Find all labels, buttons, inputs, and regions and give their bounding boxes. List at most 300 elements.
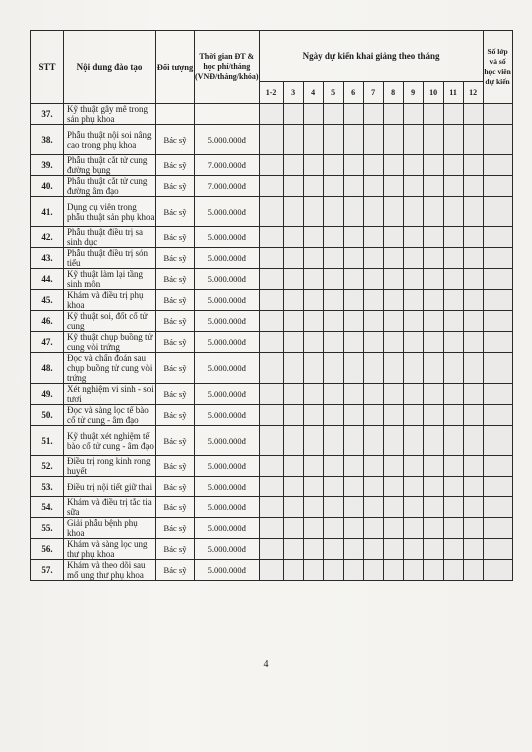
schedule-cell: [383, 104, 403, 125]
schedule-cell: [383, 477, 403, 497]
row-target: Bác sỹ: [156, 311, 195, 332]
row-target: Bác sỹ: [156, 560, 195, 581]
schedule-cell: [443, 125, 463, 155]
row-content: Đọc và sàng lọc tế bào cổ tử cung - âm đạo: [64, 405, 156, 426]
schedule-cell: [443, 560, 463, 581]
schedule-cell: [303, 539, 323, 560]
schedule-cell: [463, 290, 483, 311]
schedule-cell: [423, 176, 443, 197]
row-number: 54.: [31, 497, 64, 518]
schedule-cell: [463, 227, 483, 248]
row-fee: 5.000.000đ: [195, 456, 260, 477]
schedule-cell: [303, 477, 323, 497]
month-header: 10: [423, 82, 443, 104]
month-header: 4: [303, 82, 323, 104]
schedule-cell: [483, 227, 512, 248]
schedule-cell: [303, 176, 323, 197]
schedule-cell: [423, 560, 443, 581]
schedule-cell: [283, 290, 303, 311]
schedule-cell: [283, 125, 303, 155]
row-number: 46.: [31, 311, 64, 332]
schedule-cell: [443, 155, 463, 176]
schedule-header: Ngày dự kiến khai giảng theo tháng: [259, 31, 483, 82]
schedule-cell: [323, 332, 343, 353]
schedule-cell: [259, 197, 283, 227]
row-fee: 5.000.000đ: [195, 497, 260, 518]
schedule-cell: [343, 125, 363, 155]
schedule-cell: [423, 384, 443, 405]
schedule-cell: [259, 353, 283, 384]
schedule-cell: [423, 311, 443, 332]
table-row: [31, 248, 513, 269]
row-number: 55.: [31, 518, 64, 539]
schedule-cell: [343, 539, 363, 560]
table-row: [31, 384, 513, 405]
schedule-cell: [323, 311, 343, 332]
row-target: Bác sỹ: [156, 197, 195, 227]
stt-header: STT: [31, 31, 64, 104]
schedule-cell: [323, 125, 343, 155]
row-content: Khám và theo dõi sau mổ ung thư phụ khoa: [64, 560, 156, 581]
row-target: Bác sỹ: [156, 248, 195, 269]
schedule-cell: [403, 477, 423, 497]
schedule-cell: [259, 227, 283, 248]
row-target: Bác sỹ: [156, 456, 195, 477]
schedule-cell: [403, 405, 423, 426]
schedule-cell: [283, 311, 303, 332]
schedule-cell: [443, 405, 463, 426]
schedule-cell: [463, 456, 483, 477]
schedule-cell: [363, 332, 383, 353]
schedule-cell: [303, 353, 323, 384]
schedule-cell: [283, 248, 303, 269]
schedule-cell: [483, 384, 512, 405]
schedule-cell: [383, 426, 403, 456]
table-row: [31, 269, 513, 290]
schedule-cell: [423, 456, 443, 477]
schedule-cell: [383, 125, 403, 155]
schedule-cell: [343, 227, 363, 248]
schedule-cell: [423, 227, 443, 248]
schedule-cell: [383, 518, 403, 539]
schedule-cell: [283, 353, 303, 384]
schedule-cell: [463, 155, 483, 176]
schedule-cell: [463, 405, 483, 426]
row-number: 51.: [31, 426, 64, 456]
schedule-cell: [403, 539, 423, 560]
row-content: Dụng cụ viên trong phẫu thuật sản phụ khoa: [64, 197, 156, 227]
schedule-cell: [323, 560, 343, 581]
row-number: 37.: [31, 104, 64, 125]
row-fee: 7.000.000đ: [195, 155, 260, 176]
schedule-cell: [403, 497, 423, 518]
schedule-cell: [483, 104, 512, 125]
schedule-cell: [363, 197, 383, 227]
row-target: Bác sỹ: [156, 176, 195, 197]
schedule-cell: [483, 497, 512, 518]
row-fee: 5.000.000đ: [195, 269, 260, 290]
table-row: [31, 456, 513, 477]
schedule-cell: [423, 290, 443, 311]
row-fee: 5.000.000đ: [195, 353, 260, 384]
schedule-cell: [283, 332, 303, 353]
schedule-cell: [259, 104, 283, 125]
schedule-cell: [383, 227, 403, 248]
schedule-cell: [383, 405, 403, 426]
schedule-cell: [323, 155, 343, 176]
row-target: Bác sỹ: [156, 384, 195, 405]
month-header: 6: [343, 82, 363, 104]
row-fee: 5.000.000đ: [195, 384, 260, 405]
schedule-cell: [303, 456, 323, 477]
row-fee: 5.000.000đ: [195, 539, 260, 560]
row-fee: 5.000.000đ: [195, 290, 260, 311]
schedule-cell: [363, 477, 383, 497]
schedule-cell: [343, 104, 363, 125]
schedule-cell: [323, 426, 343, 456]
schedule-cell: [483, 332, 512, 353]
schedule-cell: [443, 539, 463, 560]
schedule-cell: [463, 248, 483, 269]
row-content: Kỹ thuật soi, đốt cổ tử cung: [64, 311, 156, 332]
schedule-cell: [259, 125, 283, 155]
schedule-cell: [423, 269, 443, 290]
schedule-cell: [323, 518, 343, 539]
schedule-cell: [259, 290, 283, 311]
schedule-cell: [323, 197, 343, 227]
row-number: 43.: [31, 248, 64, 269]
row-content: Phẫu thuật cắt tử cung đường bụng: [64, 155, 156, 176]
schedule-cell: [363, 227, 383, 248]
schedule-cell: [463, 497, 483, 518]
schedule-cell: [463, 539, 483, 560]
row-target: Bác sỹ: [156, 227, 195, 248]
table-row: [31, 560, 513, 581]
schedule-cell: [483, 456, 512, 477]
schedule-cell: [259, 456, 283, 477]
schedule-cell: [363, 269, 383, 290]
schedule-cell: [403, 290, 423, 311]
row-number: 48.: [31, 353, 64, 384]
content-header: Nội dung đào tạo: [64, 31, 156, 104]
schedule-cell: [443, 311, 463, 332]
schedule-cell: [363, 405, 383, 426]
schedule-cell: [343, 497, 363, 518]
schedule-cell: [283, 155, 303, 176]
row-number: 38.: [31, 125, 64, 155]
schedule-cell: [483, 269, 512, 290]
row-content: Kỹ thuật làm lại tầng sinh môn: [64, 269, 156, 290]
schedule-cell: [259, 497, 283, 518]
schedule-cell: [283, 497, 303, 518]
schedule-cell: [463, 332, 483, 353]
row-target: Bác sỹ: [156, 518, 195, 539]
row-content: Kỹ thuật xét nghiệm tế bào cổ tử cung - âm đạo: [64, 426, 156, 456]
schedule-cell: [323, 456, 343, 477]
schedule-cell: [403, 560, 423, 581]
month-header: 3: [283, 82, 303, 104]
month-header: 8: [383, 82, 403, 104]
schedule-cell: [443, 176, 463, 197]
row-target: Bác sỹ: [156, 497, 195, 518]
schedule-cell: [483, 248, 512, 269]
schedule-cell: [463, 125, 483, 155]
schedule-cell: [259, 248, 283, 269]
month-header: 5: [323, 82, 343, 104]
row-number: 56.: [31, 539, 64, 560]
schedule-cell: [423, 332, 443, 353]
schedule-cell: [343, 405, 363, 426]
row-number: 52.: [31, 456, 64, 477]
row-content: Khám và sàng lọc ung thư phụ khoa: [64, 539, 156, 560]
schedule-cell: [303, 227, 323, 248]
schedule-cell: [463, 560, 483, 581]
schedule-cell: [343, 197, 363, 227]
schedule-cell: [303, 155, 323, 176]
schedule-cell: [343, 155, 363, 176]
schedule-cell: [283, 539, 303, 560]
schedule-cell: [443, 248, 463, 269]
row-target: Bác sỹ: [156, 426, 195, 456]
schedule-cell: [443, 426, 463, 456]
schedule-cell: [283, 456, 303, 477]
schedule-cell: [383, 269, 403, 290]
schedule-cell: [283, 384, 303, 405]
schedule-cell: [363, 248, 383, 269]
row-target: Bác sỹ: [156, 477, 195, 497]
row-target: [156, 104, 195, 125]
schedule-cell: [343, 176, 363, 197]
schedule-cell: [259, 332, 283, 353]
schedule-cell: [383, 248, 403, 269]
row-target: Bác sỹ: [156, 155, 195, 176]
schedule-cell: [483, 518, 512, 539]
row-content: Kỹ thuật chụp buồng tử cung vòi trứng: [64, 332, 156, 353]
schedule-cell: [423, 197, 443, 227]
row-content: Điều trị nội tiết giữ thai: [64, 477, 156, 497]
schedule-cell: [323, 539, 343, 560]
schedule-cell: [383, 332, 403, 353]
schedule-cell: [443, 332, 463, 353]
schedule-cell: [323, 497, 343, 518]
schedule-cell: [363, 539, 383, 560]
schedule-cell: [283, 426, 303, 456]
table-row: [31, 311, 513, 332]
table-row: [31, 197, 513, 227]
schedule-cell: [463, 477, 483, 497]
month-header: 9: [403, 82, 423, 104]
schedule-cell: [259, 311, 283, 332]
schedule-cell: [483, 155, 512, 176]
month-header: 1-2: [259, 82, 283, 104]
table-row: [31, 227, 513, 248]
schedule-cell: [443, 497, 463, 518]
schedule-cell: [423, 539, 443, 560]
row-fee: 5.000.000đ: [195, 518, 260, 539]
row-fee: [195, 104, 260, 125]
schedule-cell: [383, 384, 403, 405]
table-row: [31, 426, 513, 456]
schedule-cell: [259, 384, 283, 405]
schedule-cell: [403, 104, 423, 125]
schedule-cell: [423, 125, 443, 155]
page-number: 4: [263, 659, 269, 670]
fee-header: Thời gian ĐT & học phí/tháng (VNĐ/tháng/khóa): [195, 31, 260, 104]
schedule-cell: [463, 426, 483, 456]
schedule-cell: [383, 290, 403, 311]
schedule-cell: [423, 518, 443, 539]
row-fee: 5.000.000đ: [195, 477, 260, 497]
schedule-cell: [403, 332, 423, 353]
schedule-cell: [343, 384, 363, 405]
schedule-cell: [303, 332, 323, 353]
schedule-cell: [259, 269, 283, 290]
row-content: Khám và điều trị tắc tia sữa: [64, 497, 156, 518]
schedule-cell: [343, 456, 363, 477]
row-fee: 7.000.000đ: [195, 176, 260, 197]
schedule-cell: [403, 353, 423, 384]
row-number: 47.: [31, 332, 64, 353]
schedule-cell: [483, 197, 512, 227]
schedule-cell: [443, 227, 463, 248]
schedule-cell: [483, 560, 512, 581]
schedule-cell: [259, 560, 283, 581]
row-content: Khám và điều trị phụ khoa: [64, 290, 156, 311]
schedule-cell: [423, 155, 443, 176]
schedule-cell: [343, 353, 363, 384]
schedule-cell: [303, 560, 323, 581]
schedule-cell: [383, 539, 403, 560]
schedule-cell: [343, 290, 363, 311]
schedule-cell: [303, 384, 323, 405]
table-row: [31, 477, 513, 497]
schedule-cell: [303, 405, 323, 426]
schedule-cell: [443, 518, 463, 539]
schedule-cell: [483, 176, 512, 197]
schedule-cell: [363, 353, 383, 384]
schedule-cell: [463, 104, 483, 125]
row-content: Phẫu thuật nội soi nâng cao trong phụ khoa: [64, 125, 156, 155]
schedule-cell: [343, 560, 363, 581]
schedule-cell: [259, 426, 283, 456]
schedule-cell: [363, 456, 383, 477]
row-target: Bác sỹ: [156, 539, 195, 560]
row-content: Phẫu thuật cắt tử cung đường âm đạo: [64, 176, 156, 197]
schedule-cell: [403, 248, 423, 269]
row-target: Bác sỹ: [156, 290, 195, 311]
table-row: [31, 497, 513, 518]
schedule-cell: [303, 197, 323, 227]
target-header: Đối tượng: [156, 31, 195, 104]
schedule-cell: [383, 176, 403, 197]
schedule-cell: [283, 560, 303, 581]
schedule-cell: [323, 405, 343, 426]
month-header: 12: [463, 82, 483, 104]
row-target: Bác sỹ: [156, 125, 195, 155]
schedule-cell: [303, 518, 323, 539]
schedule-cell: [283, 405, 303, 426]
schedule-cell: [403, 518, 423, 539]
schedule-cell: [443, 269, 463, 290]
schedule-cell: [463, 384, 483, 405]
schedule-cell: [463, 353, 483, 384]
schedule-cell: [403, 227, 423, 248]
schedule-cell: [259, 539, 283, 560]
schedule-cell: [383, 497, 403, 518]
row-fee: 5.000.000đ: [195, 125, 260, 155]
schedule-cell: [303, 311, 323, 332]
schedule-cell: [303, 248, 323, 269]
table-row: [31, 176, 513, 197]
schedule-cell: [283, 518, 303, 539]
table-row: [31, 405, 513, 426]
row-number: 44.: [31, 269, 64, 290]
row-fee: 5.000.000đ: [195, 197, 260, 227]
row-target: Bác sỹ: [156, 332, 195, 353]
row-fee: 5.000.000đ: [195, 311, 260, 332]
schedule-cell: [383, 560, 403, 581]
schedule-cell: [483, 290, 512, 311]
row-number: 53.: [31, 477, 64, 497]
row-number: 40.: [31, 176, 64, 197]
schedule-cell: [283, 197, 303, 227]
schedule-cell: [423, 104, 443, 125]
schedule-cell: [463, 518, 483, 539]
schedule-cell: [259, 518, 283, 539]
schedule-cell: [403, 269, 423, 290]
row-content: Kỹ thuật gây mê trong sản phụ khoa: [64, 104, 156, 125]
schedule-cell: [323, 353, 343, 384]
row-number: 41.: [31, 197, 64, 227]
schedule-cell: [403, 426, 423, 456]
schedule-cell: [363, 518, 383, 539]
schedule-cell: [423, 426, 443, 456]
header-row: [31, 31, 513, 82]
schedule-cell: [423, 405, 443, 426]
schedule-cell: [323, 248, 343, 269]
row-content: Giải phẫu bệnh phụ khoa: [64, 518, 156, 539]
schedule-cell: [483, 353, 512, 384]
schedule-cell: [443, 353, 463, 384]
schedule-cell: [363, 290, 383, 311]
schedule-cell: [463, 269, 483, 290]
schedule-cell: [363, 155, 383, 176]
schedule-cell: [283, 104, 303, 125]
schedule-cell: [443, 477, 463, 497]
schedule-cell: [483, 539, 512, 560]
schedule-cell: [343, 477, 363, 497]
row-number: 50.: [31, 405, 64, 426]
schedule-cell: [423, 248, 443, 269]
schedule-cell: [403, 197, 423, 227]
table-row: [31, 290, 513, 311]
schedule-cell: [343, 332, 363, 353]
schedule-cell: [363, 104, 383, 125]
schedule-cell: [383, 155, 403, 176]
schedule-cell: [403, 384, 423, 405]
row-content: Điều trị rong kinh rong huyết: [64, 456, 156, 477]
schedule-cell: [383, 197, 403, 227]
schedule-cell: [303, 269, 323, 290]
schedule-cell: [259, 155, 283, 176]
schedule-cell: [403, 311, 423, 332]
row-number: 45.: [31, 290, 64, 311]
row-content: Xét nghiệm vi sinh - soi tươi: [64, 384, 156, 405]
row-fee: 5.000.000đ: [195, 560, 260, 581]
schedule-cell: [323, 227, 343, 248]
schedule-cell: [283, 176, 303, 197]
schedule-cell: [259, 405, 283, 426]
